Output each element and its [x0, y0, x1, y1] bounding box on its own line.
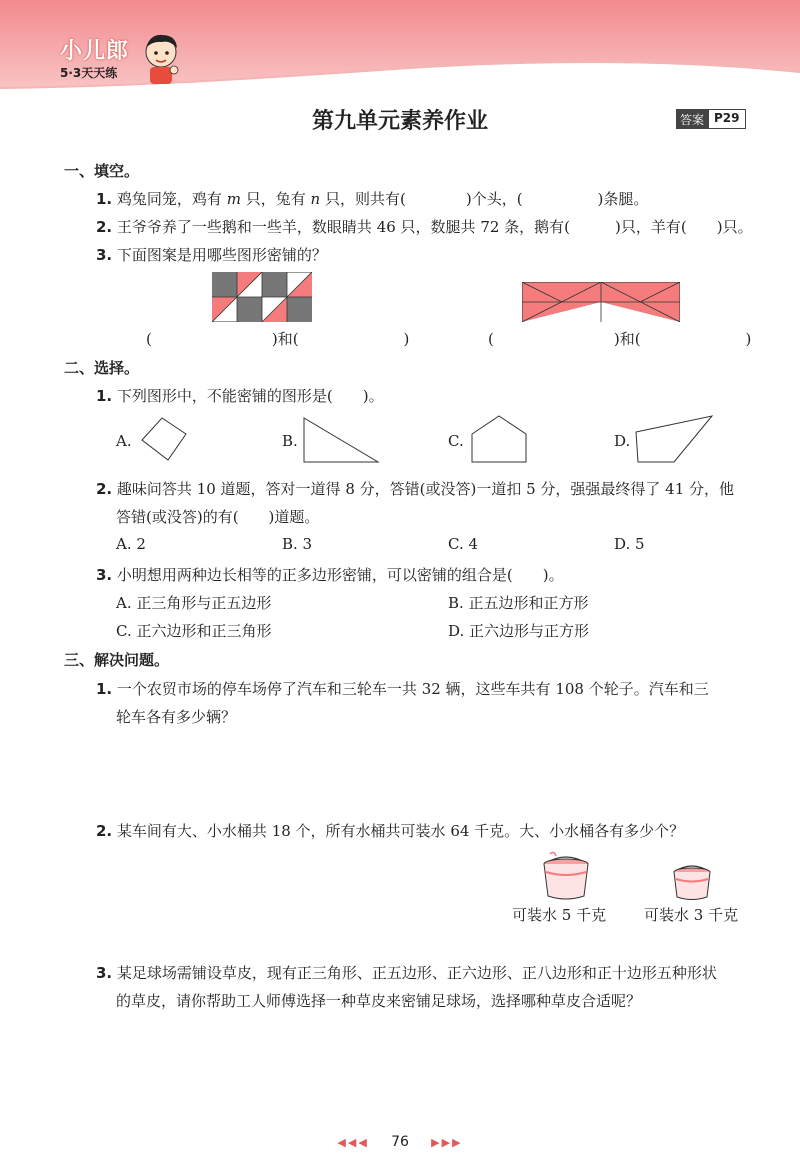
s2-q1-opt-a: A.: [116, 432, 132, 450]
right-arrows-icon: ▶▶▶: [431, 1136, 463, 1149]
section3-heading: 三、解决问题。: [64, 651, 170, 669]
s2-q2-num: 2.: [96, 480, 113, 498]
s3-q3-line1: [96, 962, 717, 983]
s3-q2: [96, 820, 684, 841]
shape-d-irregular-quadrilateral: [632, 412, 716, 466]
s2-q1-num: 1.: [96, 387, 113, 405]
page-number: 76: [391, 1134, 409, 1150]
s3-q1-line2: 轮车各有多少辆？: [116, 708, 237, 726]
s2-q2-line2: 答错(或没答)的有( )道题。: [116, 508, 320, 526]
s2-q1-opt-d: D.: [614, 432, 631, 450]
small-bucket-icon: [670, 860, 714, 902]
s2-q3-opt-a: A. 正三角形与正五边形: [116, 594, 272, 612]
s2-q1-opt-c: C.: [448, 432, 464, 450]
tessellation-triangles-trapezoids: [522, 282, 680, 322]
page-title: 第九单元素养作业: [311, 109, 488, 134]
s2-q3-opt-c: C. 正六边形和正三角形: [116, 622, 272, 640]
brand-logo: 小儿郎: [60, 39, 130, 64]
s3-q3-line2: 的草皮，请你帮助工人师傅选择一种草皮来密铺足球场，选择哪种草皮合适呢？: [116, 992, 642, 1010]
s1-q1: [96, 188, 648, 209]
s1-q1-num: 1.: [96, 190, 113, 208]
s1-q1-mid: 只，兔有: [245, 190, 306, 208]
section1-heading: 一、填空。: [64, 162, 140, 180]
s2-q2-line1-text: 趣味问答共 10 道题，答对一道得 8 分，答错(或没答)一道扣 5 分，强强最终得了 41 分，他: [116, 480, 735, 498]
big-bucket-label: 可装水 5 千克: [512, 906, 607, 924]
mascot-boy-icon: [138, 30, 184, 86]
s3-q3-num: 3.: [96, 964, 113, 982]
small-bucket-label: 可装水 3 千克: [644, 906, 739, 924]
s2-q2-opt-b: B. 3: [282, 535, 313, 553]
section2-heading: 二、选择。: [64, 359, 140, 377]
s2-q3: [96, 564, 564, 585]
s1-q1-n: n: [310, 190, 321, 208]
series-label: 5·3天天练: [60, 66, 118, 80]
s3-q2-text: 某车间有大、小水桶共 18 个，所有水桶共可装水 64 千克。大、小水桶各有多少个？: [116, 822, 685, 840]
s1-q3-blank-right: ( )和( ): [488, 330, 752, 348]
s3-q2-num: 2.: [96, 822, 113, 840]
s1-q1-post: 只，则共有( )个头，( )条腿。: [324, 190, 649, 208]
answer-page: P29: [708, 109, 746, 129]
s2-q3-opt-d: D. 正六边形与正方形: [448, 622, 590, 640]
shape-a-quadrilateral: [138, 414, 190, 464]
s2-q1: [96, 385, 384, 406]
answer-label: 答案: [676, 109, 708, 129]
s2-q1-opt-b: B.: [282, 432, 298, 450]
big-bucket-icon: [538, 850, 594, 902]
s2-q2-opt-d: D. 5: [614, 535, 645, 553]
s2-q2-opt-c: C. 4: [448, 535, 479, 553]
s3-q1-line1: [96, 678, 709, 699]
s3-q1-num: 1.: [96, 680, 113, 698]
s1-q3-num: 3.: [96, 246, 113, 264]
s1-q1-pre: 鸡兔同笼，鸡有: [116, 190, 222, 208]
s1-q3-text: 下面图案是用哪些图形密铺的？: [116, 246, 327, 264]
s2-q3-text: 小明想用两种边长相等的正多边形密铺，可以密铺的组合是( )。: [116, 566, 564, 584]
s1-q2: [96, 216, 753, 237]
s2-q3-opt-b: B. 正五边形和正方形: [448, 594, 589, 612]
shape-b-triangle: [300, 414, 382, 466]
page-footer: [0, 1134, 800, 1150]
tessellation-squares-triangles: [212, 272, 312, 322]
s1-q3-blank-left: ( )和( ): [146, 330, 410, 348]
s3-q3-line1-text: 某足球场需铺设草皮，现有正三角形、正五边形、正六边形、正八边形和正十边形五种形状: [116, 964, 717, 982]
s2-q1-text: 下列图形中，不能密铺的图形是( )。: [116, 387, 384, 405]
s1-q2-num: 2.: [96, 218, 113, 236]
s2-q2-line1: [96, 478, 734, 499]
s2-q2-opt-a: A. 2: [116, 535, 146, 553]
s1-q2-text: 王爷爷养了一些鹅和一些羊，数眼睛共 46 只，数腿共 72 条，鹅有( )只，羊有( )只。: [116, 218, 753, 236]
s3-q1-line1-text: 一个农贸市场的停车场停了汽车和三轮车一共 32 辆，这些车共有 108 个轮子。汽车和三: [116, 680, 709, 698]
shape-c-pentagon: [468, 412, 530, 466]
s1-q3: [96, 244, 327, 265]
s1-q1-m: m: [226, 190, 241, 208]
s2-q3-num: 3.: [96, 566, 113, 584]
left-arrows-icon: ◀◀◀: [337, 1136, 369, 1149]
answer-tag[interactable]: [676, 109, 746, 129]
